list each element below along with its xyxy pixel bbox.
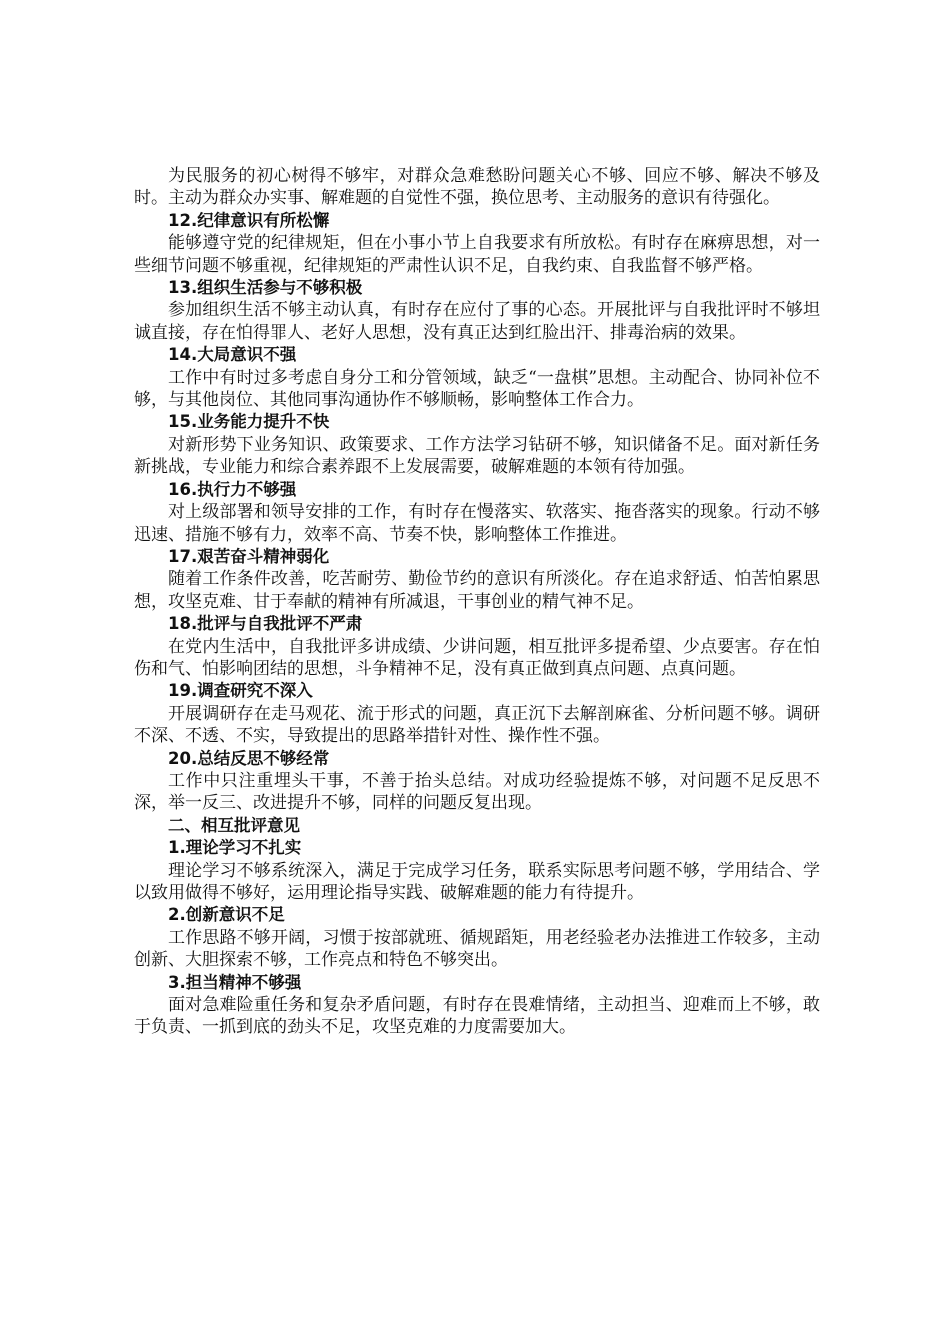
paragraph: 能够遵守党的纪律规矩，但在小事小节上自我要求有所放松。有时存在麻痹思想，对一些细节问题不够重视，纪律规矩的严肃性认识不足，自我约束、自我监督不够严格。 <box>134 233 820 276</box>
section-heading: 20.总结反思不够经常 <box>168 748 330 768</box>
paragraph: 对上级部署和领导安排的工作，有时存在慢落实、软落实、拖沓落实的现象。行动不够迅速、措施不够有力，效率不高、节奏不快，影响整体工作推进。 <box>134 502 820 545</box>
paragraph: 开展调研存在走马观花、流于形式的问题，真正沉下去解剖麻雀、分析问题不够。调研不深、不透、不实，导致提出的思路举措针对性、操作性不强。 <box>134 703 820 747</box>
paragraph: 在党内生活中，自我批评多讲成绩、少讲问题，相互批评多提希望、少点要害。存在怕伤和气、怕影响团结的思想，斗争精神不足，没有真正做到真点问题、点真问题。 <box>134 636 820 679</box>
chapter-heading: 二、相互批评意见 <box>168 815 300 835</box>
paragraph: 为民服务的初心树得不够牢，对群众急难愁盼问题关心不够、回应不够、解决不够及时。主动为群众办实事、解难题的自觉性不强，换位思考、主动服务的意识有待强化。 <box>134 166 820 209</box>
paragraph: 随着工作条件改善，吃苦耐劳、勤俭节约的意识有所淡化。存在追求舒适、怕苦怕累思想，攻坚克难、甘于奉献的精神有所减退，干事创业的精气神不足。 <box>134 569 820 612</box>
paragraph: 工作思路不够开阔，习惯于按部就班、循规蹈矩，用老经验老办法推进工作较多，主动创新、大胆探索不够，工作亮点和特色不够突出。 <box>134 927 820 971</box>
paragraph: 理论学习不够系统深入，满足于完成学习任务，联系实际思考问题不够，学用结合、学以致用做得不够好，运用理论指导实践、破解难题的能力有待提升。 <box>134 860 820 903</box>
section-heading: 18.批评与自我批评不严肃 <box>168 614 363 634</box>
section-heading: 15.业务能力提升不快 <box>168 412 330 432</box>
section-heading: 13.组织生活参与不够积极 <box>168 278 363 298</box>
paragraph: 工作中只注重埋头干事，不善于抬头总结。对成功经验提炼不够，对问题不足反思不深，举一反三、改进提升不够，同样的问题反复出现。 <box>134 770 820 814</box>
paragraph: 对新形势下业务知识、政策要求、工作方法学习钻研不够，知识储备不足。面对新任务新挑战，专业能力和综合素养跟不上发展需要，破解难题的本领有待加强。 <box>134 434 820 478</box>
section-heading: 3.担当精神不够强 <box>168 972 302 992</box>
paragraph: 工作中有时过多考虑自身分工和分管领域，缺乏“一盘棋”思想。主动配合、协同补位不够，与其他岗位、其他同事沟通协作不够顺畅，影响整体工作合力。 <box>134 367 820 411</box>
paragraph: 参加组织生活不够主动认真，有时存在应付了事的心态。开展批评与自我批评时不够坦诚直接，存在怕得罪人、老好人思想，没有真正达到红脸出汗、排毒治病的效果。 <box>134 300 820 343</box>
paragraph: 面对急难险重任务和复杂矛盾问题，有时存在畏难情绪，主动担当、迎难而上不够，敢于负责、一抓到底的劲头不足，攻坚克难的力度需要加大。 <box>134 995 820 1038</box>
section-heading: 17.艰苦奋斗精神弱化 <box>168 546 330 566</box>
document-page <box>134 165 820 1039</box>
section-heading: 16.执行力不够强 <box>168 479 297 499</box>
section-heading: 14.大局意识不强 <box>168 345 297 365</box>
section-heading: 2.创新意识不足 <box>168 905 285 925</box>
section-heading: 1.理论学习不扎实 <box>168 838 302 858</box>
section-heading: 19.调查研究不深入 <box>168 681 313 701</box>
section-heading: 12.纪律意识有所松懈 <box>168 210 330 230</box>
